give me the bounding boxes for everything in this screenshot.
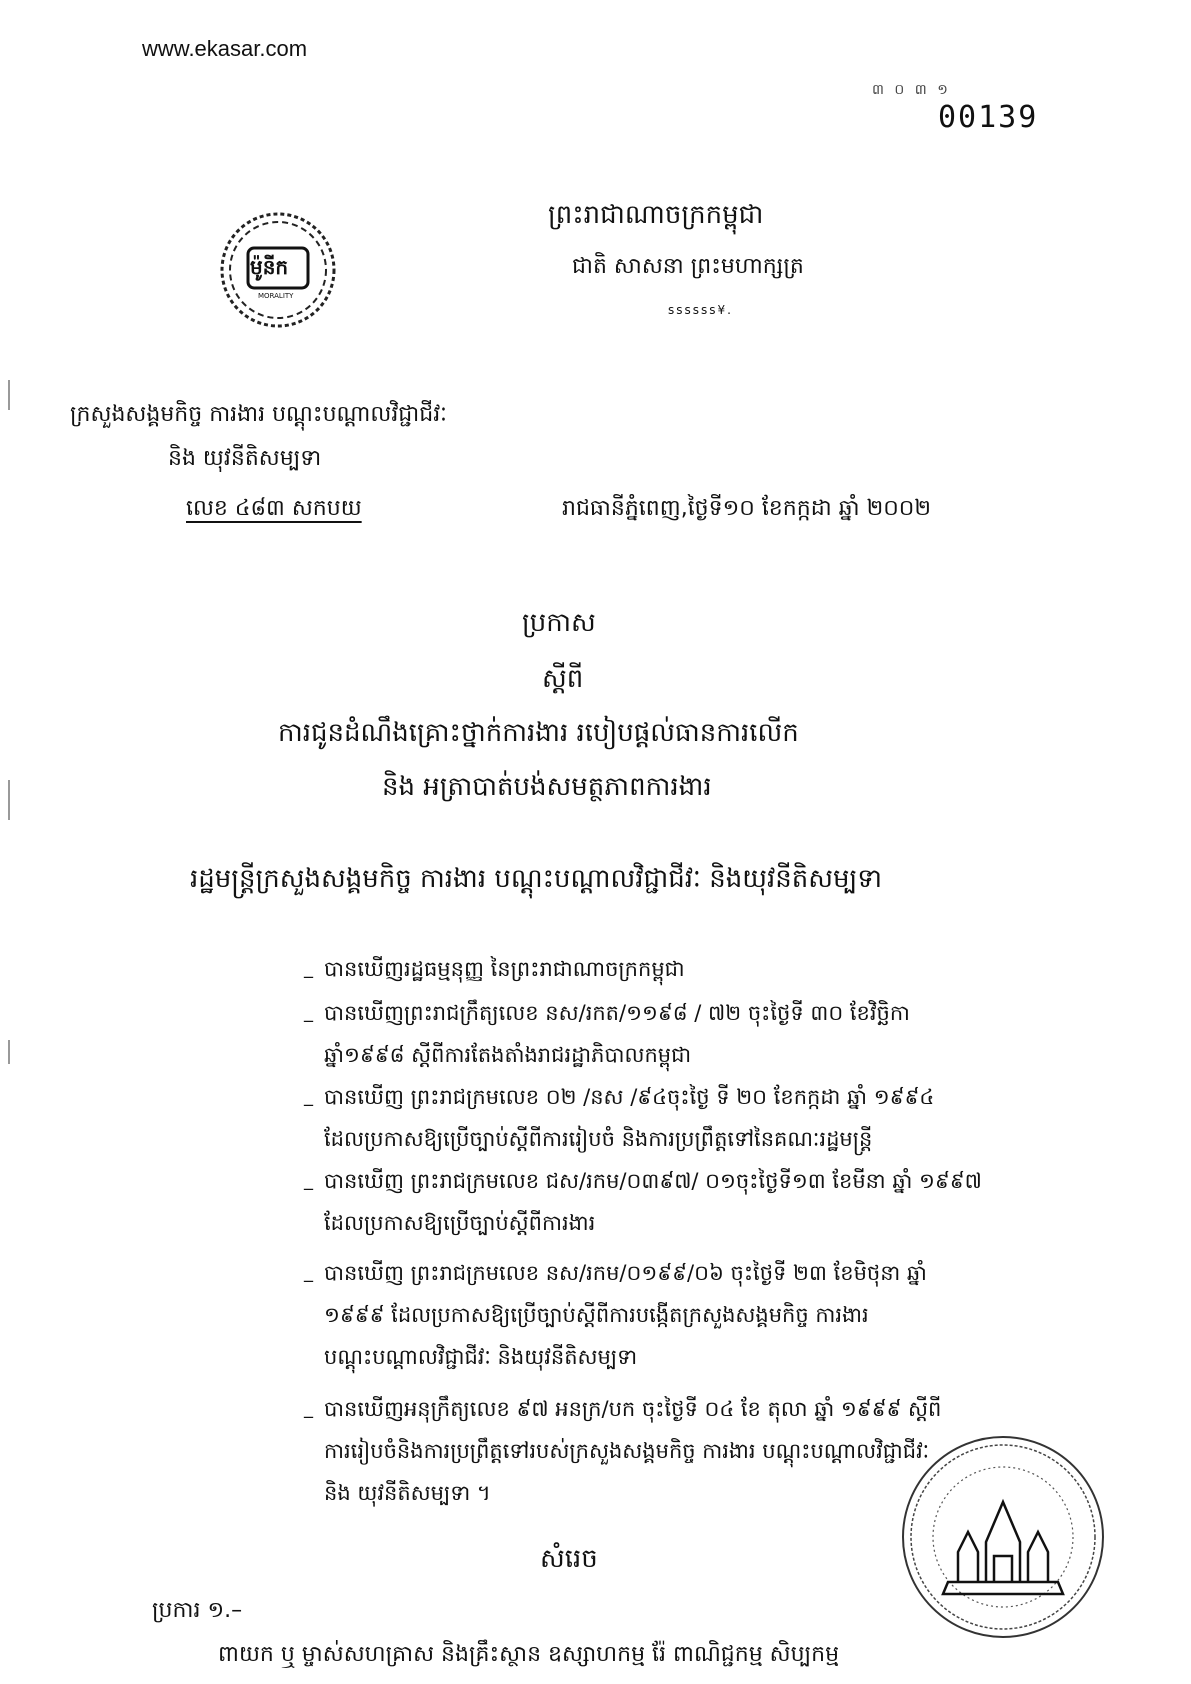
logo-subtext: MORALITY <box>258 292 294 300</box>
kingdom-title: ព្រះរាជាណាចក្រកម្ពុជា <box>548 200 764 230</box>
prakas-heading: ប្រកាស <box>522 608 596 638</box>
document-number: 00139 <box>938 100 1039 135</box>
subject-line-2: និង អត្រាបាត់បង់សមត្ថភាពការងារ <box>382 772 712 802</box>
date-line: រាជធានីភ្នំពេញ,ថ្ងៃទី១០ ខែកក្កដា ឆ្នាំ ២០០២ <box>562 496 932 521</box>
website-url: www.ekasar.com <box>142 36 308 61</box>
ministry-line-2: និង យុវនីតិសម្បទា <box>168 446 322 471</box>
scan-artifact <box>8 1040 10 1064</box>
scan-artifact <box>8 380 10 410</box>
ministry-logo <box>216 208 340 332</box>
ornament-line: ssssss¥. <box>668 303 733 317</box>
logo-text: ម៉ូនីក <box>250 255 289 279</box>
article-1-text: ពាយក ឬ ម្ចាស់សហគ្រាស និងគ្រឹះស្ថាន ឧស្សាហកម្ម រ៉ែ ពាណិជ្ជកម្ម សិប្បកម្ម <box>218 1642 840 1667</box>
header-scribble: ៣ ០ ៣ ១ <box>872 82 951 98</box>
article-1-label: ប្រការ ១.– <box>152 1598 243 1623</box>
scan-artifact <box>8 780 10 820</box>
temple-seal-icon <box>898 1432 1108 1642</box>
issuer-line: រដ្ឋមន្ត្រីក្រសួងសង្គមកិច្ច ការងារ បណ្តុះបណ្តាលវិជ្ជាជីវៈ និងយុវនីតិសម្បទា <box>190 864 882 894</box>
official-stamp <box>898 1432 1108 1642</box>
ministry-line-1: ក្រសួងសង្គមកិច្ច ការងារ បណ្តុះបណ្តាលវិជ្ជាជីវៈ <box>70 402 447 427</box>
subject-line-1: ការជូនដំណឹងគ្រោះថ្នាក់ការងារ របៀបផ្តល់ធានការលើក <box>278 718 799 748</box>
decides-heading: សំរេច <box>540 1544 598 1574</box>
kingdom-motto: ជាតិ សាសនា ព្រះមហាក្សត្រ <box>572 254 804 279</box>
sdey-heading: ស្តីពី <box>542 664 584 694</box>
reference-number: លេខ ៤៨៣ សកបយ <box>186 496 362 521</box>
